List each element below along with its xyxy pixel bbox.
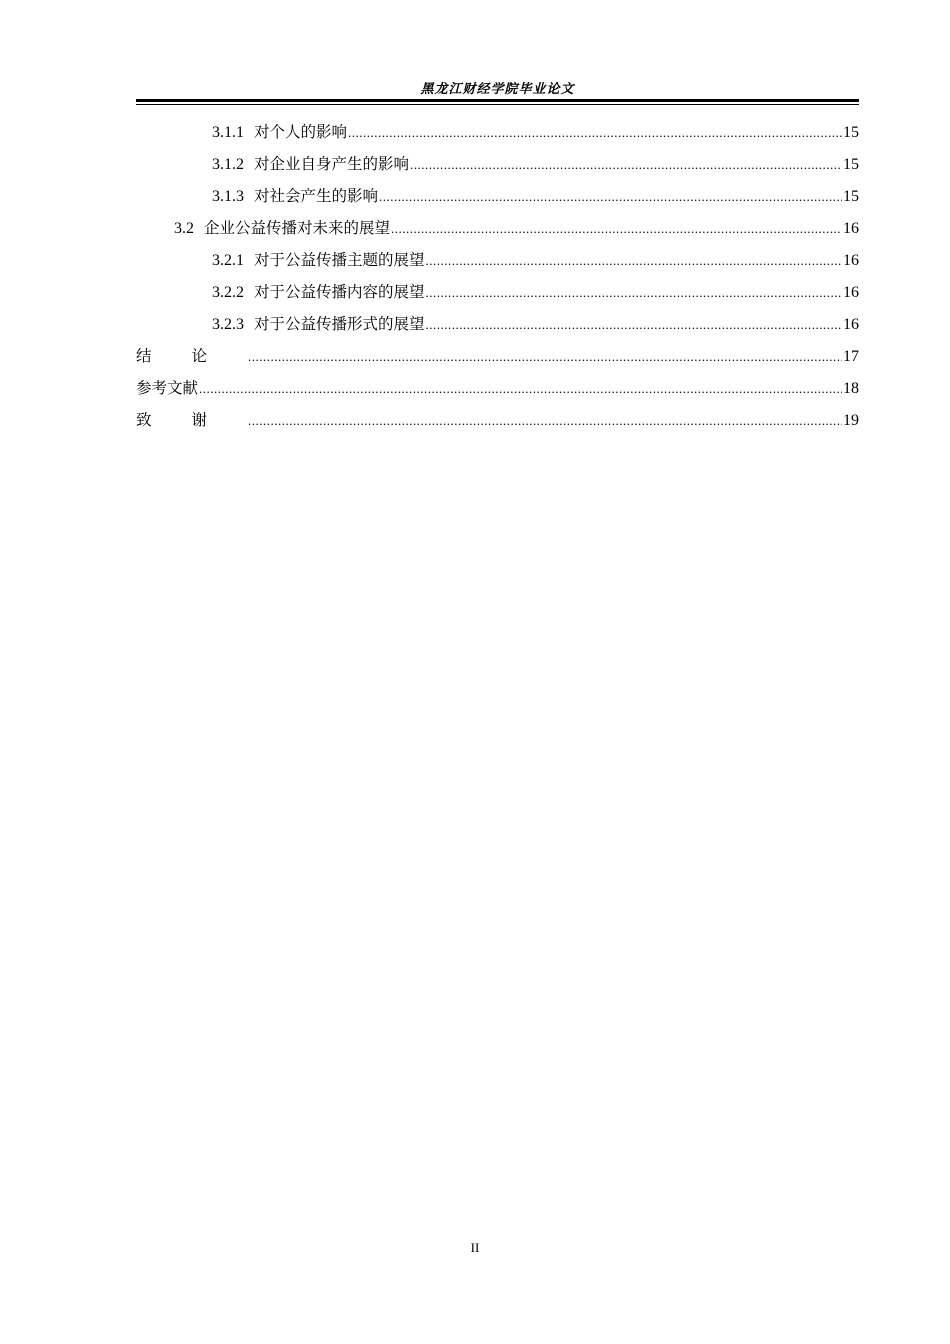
toc-entry-number: 3.1.3 [212,188,244,205]
toc-entry[interactable] [136,276,859,308]
header-rule-thick [136,99,859,102]
toc-entry[interactable] [136,308,859,340]
toc-entry-page: 15 [843,124,859,141]
page-header-title: 黑龙江财经学院毕业论文 [420,82,575,97]
toc-entry[interactable] [136,148,859,180]
table-of-contents [136,116,859,436]
toc-entry-label: 致谢 [136,411,248,429]
toc-entry-number: 3.2 [174,220,194,237]
toc-entry[interactable] [136,180,859,212]
toc-dot-leader [379,181,842,213]
toc-entry[interactable] [136,404,859,436]
toc-dot-leader [426,277,842,309]
toc-dot-leader [410,149,842,181]
toc-entry-page: 16 [843,220,859,237]
toc-entry[interactable] [136,116,859,148]
toc-entry-page: 16 [843,316,859,333]
toc-entry-label: 对于公益传播主题的展望 [254,251,425,269]
toc-entry-number: 3.2.3 [212,316,244,333]
toc-dot-leader [248,341,842,373]
toc-dot-leader [348,117,842,149]
toc-entry-number: 3.2.1 [212,252,244,269]
toc-dot-leader [426,245,842,277]
toc-entry[interactable] [136,372,859,404]
toc-entry-number: 3.1.1 [212,124,244,141]
toc-dot-leader [248,405,842,437]
toc-entry-label: 企业公益传播对未来的展望 [204,219,391,237]
toc-entry-page: 16 [843,284,859,301]
header-rule-thin [136,104,859,105]
toc-entry-number: 3.1.2 [212,156,244,173]
toc-entry-label: 结论 [136,347,248,365]
toc-entry-page: 15 [843,156,859,173]
toc-entry-page: 18 [843,380,859,397]
toc-entry[interactable] [136,212,859,244]
toc-entry[interactable] [136,340,859,372]
toc-entry-page: 15 [843,188,859,205]
toc-dot-leader [426,309,842,341]
toc-entry-number: 3.2.2 [212,284,244,301]
toc-entry-page: 17 [843,348,859,365]
toc-dot-leader [199,373,842,405]
toc-entry-label: 对于公益传播形式的展望 [254,315,425,333]
toc-entry[interactable] [136,244,859,276]
toc-entry-label: 对企业自身产生的影响 [254,155,410,173]
toc-dot-leader [391,213,842,245]
toc-entry-label: 参考文献 [136,379,199,397]
toc-entry-page: 19 [843,412,859,429]
page-number: II [470,1240,480,1255]
toc-entry-label: 对于公益传播内容的展望 [254,283,425,301]
toc-entry-label: 对个人的影响 [254,123,348,141]
toc-entry-page: 16 [843,252,859,269]
toc-entry-label: 对社会产生的影响 [254,187,379,205]
